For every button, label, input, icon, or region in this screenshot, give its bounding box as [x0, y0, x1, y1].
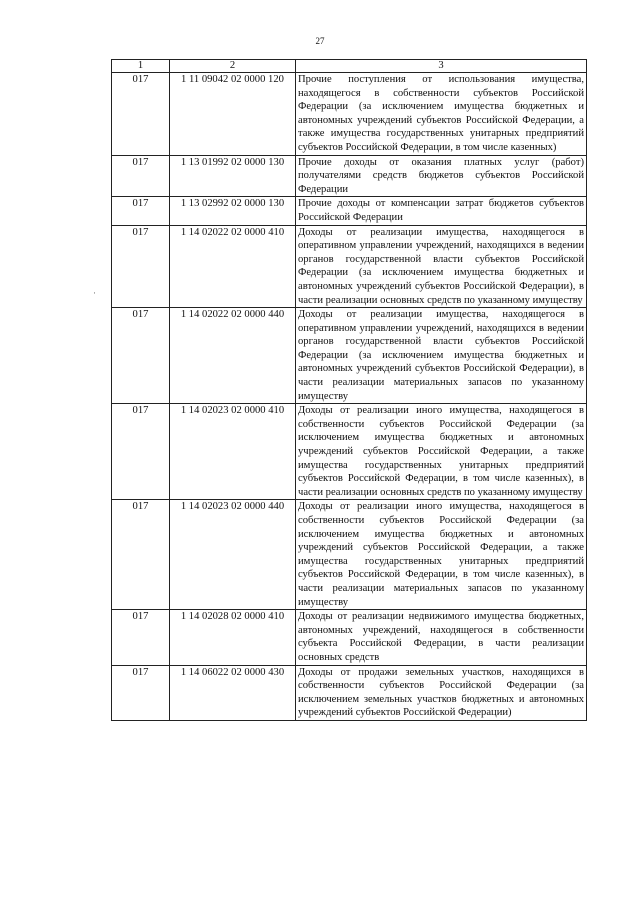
revenue-code-cell: 1 14 06022 02 0000 430	[170, 665, 296, 720]
admin-code-cell: 017	[112, 225, 170, 308]
admin-code-cell: 017	[112, 197, 170, 225]
revenue-name-cell: Доходы от реализации иного имущества, находящегося в собственности субъектов Российской Федерации (за исключением имущества бюджетных и автономных учреждений субъектов Российской Федерации, а также имущества государственных унитарных предприятий субъектов Российской Федерации, в том числе казенных), в части реализации основных средств по указанному имуществу	[296, 404, 587, 500]
revenue-name-cell: Прочие доходы от компенсации затрат бюджетов субъектов Российской Федерации	[296, 197, 587, 225]
table-row	[112, 610, 587, 665]
admin-code-cell: 017	[112, 308, 170, 404]
page-number: 27	[315, 36, 325, 46]
revenue-codes-table	[111, 59, 587, 721]
table-row	[112, 404, 587, 500]
admin-code-cell: 017	[112, 610, 170, 665]
table-row	[112, 155, 587, 197]
revenue-name-cell: Прочие поступления от использования имущества, находящегося в собственности субъектов Российской Федерации (за исключением имущества бюджетных и автономных учреждений субъектов Российской Федерации, а также имущества государственных унитарных предприятий субъектов Российской Федерации, в том числе казенных)	[296, 73, 587, 156]
column-header-2: 2	[170, 60, 296, 73]
column-header-1: 1	[112, 60, 170, 73]
admin-code-cell: 017	[112, 665, 170, 720]
revenue-code-cell: 1 13 02992 02 0000 130	[170, 197, 296, 225]
revenue-name-cell: Доходы от реализации недвижимого имущества бюджетных, автономных учреждений, находящегося в собственности субъекта Российской Федерации, в части реализации основных средств	[296, 610, 587, 665]
revenue-code-cell: 1 14 02022 02 0000 410	[170, 225, 296, 308]
admin-code-cell: 017	[112, 155, 170, 197]
column-header-3: 3	[296, 60, 587, 73]
revenue-name-cell: Доходы от реализации имущества, находящегося в оперативном управлении учреждений, находящихся в ведении органов государственной власти субъектов Российской Федерации (за исключением имущества бюджетных и автономных учреждений субъектов Российской Федерации), в части реализации материальных запасов по указанному имуществу	[296, 308, 587, 404]
revenue-code-cell: 1 11 09042 02 0000 120	[170, 73, 296, 156]
table-row	[112, 500, 587, 610]
table-row	[112, 73, 587, 156]
margin-mark: ·	[93, 288, 96, 298]
admin-code-cell: 017	[112, 73, 170, 156]
table-row	[112, 665, 587, 720]
admin-code-cell: 017	[112, 500, 170, 610]
revenue-code-cell: 1 14 02023 02 0000 440	[170, 500, 296, 610]
revenue-name-cell: Доходы от продажи земельных участков, находящихся в собственности субъектов Российской Федерации (за исключением земельных участков бюджетных и автономных учреждений субъектов Российской Федерации)	[296, 665, 587, 720]
revenue-code-cell: 1 14 02022 02 0000 440	[170, 308, 296, 404]
revenue-code-cell: 1 14 02028 02 0000 410	[170, 610, 296, 665]
admin-code-cell: 017	[112, 404, 170, 500]
revenue-name-cell: Прочие доходы от оказания платных услуг (работ) получателями средств бюджетов субъектов Российской Федерации	[296, 155, 587, 197]
table-row	[112, 225, 587, 308]
revenue-code-cell: 1 13 01992 02 0000 130	[170, 155, 296, 197]
header-row	[112, 60, 587, 73]
revenue-name-cell: Доходы от реализации иного имущества, находящегося в собственности субъектов Российской Федерации (за исключением имущества бюджетных и автономных учреждений субъектов Российской Федерации, а также имущества государственных унитарных предприятий субъектов Российской Федерации, в том числе казенных), в части реализации материальных запасов по указанному имуществу	[296, 500, 587, 610]
revenue-name-cell: Доходы от реализации имущества, находящегося в оперативном управлении учреждений, находящихся в ведении органов государственной власти субъектов Российской Федерации (за исключением имущества бюджетных и автономных учреждений субъектов Российской Федерации), в части реализации основных средств по указанному имуществу	[296, 225, 587, 308]
revenue-code-cell: 1 14 02023 02 0000 410	[170, 404, 296, 500]
table-row	[112, 197, 587, 225]
table-row	[112, 308, 587, 404]
